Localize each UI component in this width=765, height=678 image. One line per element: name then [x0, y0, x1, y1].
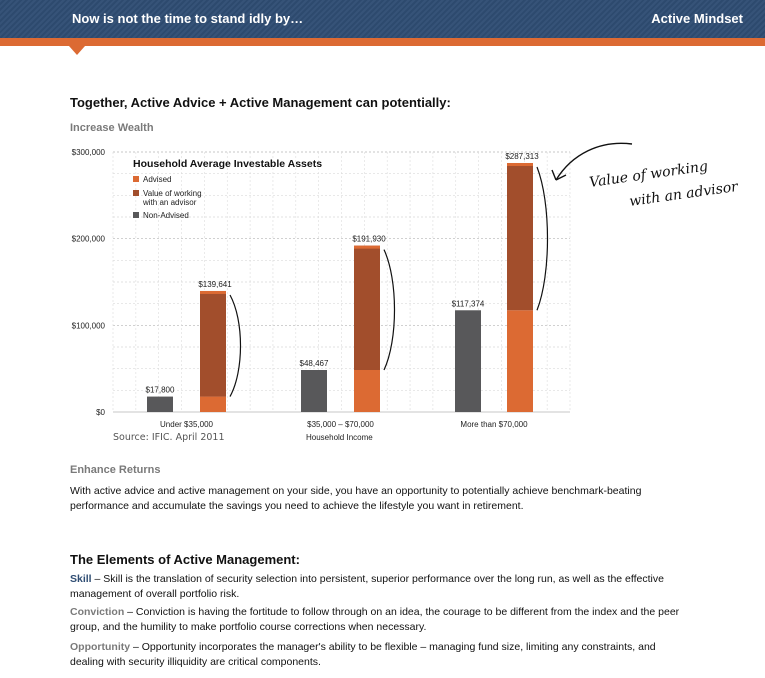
- element-skill-text: – Skill is the translation of security selection into persistent, superior performance over the long run, as well as the effective management of overall portfolio risk.: [70, 573, 664, 600]
- bar-advised-base: [507, 310, 533, 412]
- value-brace: [230, 295, 241, 397]
- value-brace: [384, 250, 395, 370]
- bar-nonadvised: [147, 397, 173, 412]
- legend-value-line2: with an advisor: [143, 198, 197, 207]
- chart-title: Household Average Investable Assets: [133, 158, 323, 170]
- header-accent-band: [0, 38, 765, 46]
- element-opportunity: [70, 640, 690, 670]
- element-opportunity-text: – Opportunity incorporates the manager's ability to be flexible – managing fund size, limiting any constraints, and dealing with security illiquidity are critical components.: [70, 641, 656, 668]
- bar-value-of-advice: [200, 291, 226, 397]
- data-label-advised: $139,641: [198, 279, 232, 289]
- element-conviction-lead: Conviction: [70, 606, 125, 618]
- header-notch-icon: [69, 46, 85, 55]
- bar-advised-base: [354, 370, 380, 412]
- data-label-advised: $191,930: [352, 234, 386, 244]
- bar-nonadvised: [455, 310, 481, 412]
- y-tick-label: $200,000: [71, 234, 105, 244]
- legend-advised: Advised: [143, 175, 172, 184]
- legend-swatch-advised: [133, 176, 139, 182]
- header-title: Now is not the time to stand idly by…: [72, 11, 304, 26]
- data-label-advised: $287,313: [505, 151, 539, 161]
- annotation-line2: with an advisor: [628, 178, 739, 210]
- element-conviction: [70, 605, 690, 635]
- data-label-nonadvised: $17,800: [145, 385, 175, 395]
- header-section-label: Active Mindset: [651, 11, 743, 26]
- enhance-returns-text: With active advice and active management on your side, you have an opportunity to potentially achieve benchmark-beating performance and accumulate the savings you need to achieve the lifestyle you want in retirement.: [70, 485, 642, 512]
- bar-nonadvised: [301, 370, 327, 412]
- bar-value-of-advice: [507, 163, 533, 310]
- page-header: [0, 0, 765, 38]
- increase-wealth-label: Increase Wealth: [70, 122, 154, 134]
- element-conviction-text: – Conviction is having the fortitude to follow through on an idea, the courage to be different from the index and the peer group, and the humility to make portfolio course corrections when necessary.: [70, 606, 680, 633]
- element-opportunity-lead: Opportunity: [70, 641, 131, 653]
- element-skill: [70, 572, 690, 602]
- bar-advised-top: [354, 246, 380, 249]
- data-label-nonadvised: $48,467: [299, 358, 329, 368]
- assets-chart: [0, 140, 765, 470]
- legend-swatch-nonadvised: [133, 212, 139, 218]
- bar-advised-base: [200, 397, 226, 412]
- x-category-label: $35,000 – $70,000: [307, 420, 374, 429]
- intro-heading: Together, Active Advice + Active Management can potentially:: [70, 95, 451, 110]
- x-category-label: Under $35,000: [160, 420, 213, 429]
- bar-advised-top: [507, 163, 533, 166]
- bar-value-of-advice: [354, 246, 380, 370]
- enhance-returns-heading: Enhance Returns: [70, 464, 161, 476]
- legend-value-line1: Value of working: [143, 189, 202, 198]
- legend-nonadvised: Non-Advised: [143, 211, 189, 220]
- x-axis-title: Household Income: [306, 433, 373, 442]
- y-tick-label: $300,000: [71, 148, 105, 157]
- x-category-label: More than $70,000: [460, 420, 528, 429]
- element-skill-lead: Skill: [70, 573, 92, 585]
- bar-advised-top: [200, 291, 226, 294]
- legend-swatch-value: [133, 190, 139, 196]
- data-label-nonadvised: $117,374: [451, 299, 485, 309]
- chart-source: Source: IFIC. April 2011: [113, 432, 225, 443]
- y-tick-label: $0: [96, 408, 105, 417]
- elements-heading: The Elements of Active Management:: [70, 552, 300, 567]
- y-tick-label: $100,000: [71, 321, 105, 331]
- annotation-line1: Value of working: [588, 158, 709, 191]
